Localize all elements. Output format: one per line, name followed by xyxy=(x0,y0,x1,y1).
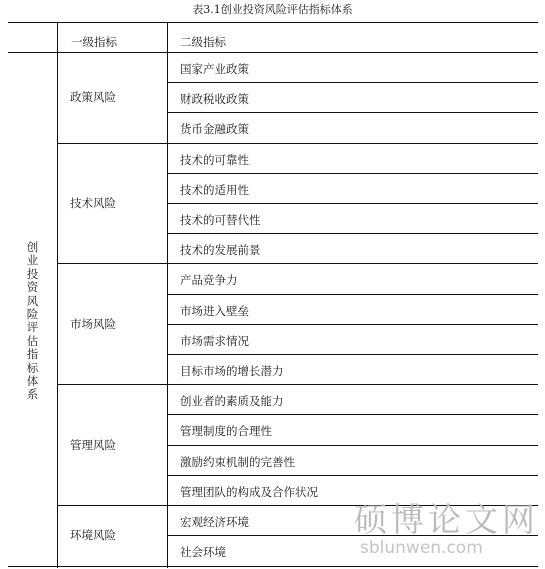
overall-char: 指 xyxy=(26,347,39,362)
level2-indicator: 创业者的素质及能力 xyxy=(180,394,284,409)
group-divider xyxy=(57,384,538,385)
level1-indicator: 管理风险 xyxy=(70,437,116,452)
level2-indicator: 目标市场的增长潜力 xyxy=(180,364,284,378)
overall-char: 系 xyxy=(26,387,39,402)
item-divider xyxy=(167,354,538,355)
item-divider xyxy=(167,203,538,204)
watermark-url: sblunwen.com xyxy=(360,538,483,558)
overall-char: 估 xyxy=(26,333,39,348)
level2-indicator: 技术的发展前景 xyxy=(180,243,261,258)
level1-indicator: 政策风险 xyxy=(70,90,116,105)
level2-indicator: 市场需求情况 xyxy=(180,333,249,348)
level2-indicator: 激励约束机制的完善性 xyxy=(180,454,295,469)
overall-char: 资 xyxy=(26,280,39,295)
level2-indicator: 货币金融政策 xyxy=(180,122,249,137)
overall-char: 标 xyxy=(26,360,39,375)
col-divider-2 xyxy=(167,23,168,568)
overall-char: 创 xyxy=(26,240,39,254)
header-level1: 一级指标 xyxy=(71,35,117,49)
item-divider xyxy=(167,414,538,415)
level2-indicator: 产品竞争力 xyxy=(180,273,238,288)
header-level2: 二级指标 xyxy=(180,35,226,49)
item-divider xyxy=(167,294,538,295)
overall-char: 险 xyxy=(26,307,39,322)
level2-indicator: 国家产业政策 xyxy=(180,62,249,76)
watermark-chinese: 硕博论文网 xyxy=(354,500,539,539)
level2-indicator: 市场进入壁垒 xyxy=(180,303,249,318)
group-divider xyxy=(57,263,538,264)
overall-char: 评 xyxy=(26,320,39,335)
col-divider-1 xyxy=(57,23,58,568)
watermark xyxy=(352,494,542,566)
item-divider xyxy=(167,475,538,476)
header-divider xyxy=(8,52,538,53)
overall-char: 体 xyxy=(26,374,39,389)
item-divider xyxy=(167,233,538,234)
overall-indicator-label xyxy=(8,241,57,402)
table-caption: 表3.1创业投资风险评估指标体系 xyxy=(192,3,353,16)
item-divider xyxy=(167,324,538,325)
level2-indicator: 管理团队的构成及合作状况 xyxy=(180,484,318,499)
level2-indicator: 管理制度的合理性 xyxy=(180,424,272,439)
item-divider xyxy=(167,445,538,446)
item-divider xyxy=(167,173,538,174)
level2-indicator: 技术的适用性 xyxy=(180,182,249,197)
group-divider xyxy=(57,143,538,144)
level2-indicator: 宏观经济环境 xyxy=(180,515,249,529)
risk-index-table xyxy=(8,22,538,567)
level1-indicator: 市场风险 xyxy=(70,316,116,331)
overall-char: 风 xyxy=(26,293,39,308)
level2-indicator: 技术的可靠性 xyxy=(180,152,249,167)
item-divider xyxy=(167,82,538,83)
overall-char: 业 xyxy=(26,253,39,268)
level1-indicator: 技术风险 xyxy=(70,196,116,210)
level2-indicator: 财政税收政策 xyxy=(180,92,249,107)
level2-indicator: 技术的可替代性 xyxy=(180,213,261,227)
overall-char: 投 xyxy=(26,266,39,281)
item-divider xyxy=(167,112,538,113)
level1-indicator: 环境风险 xyxy=(70,528,116,543)
level2-indicator: 社会环境 xyxy=(180,545,226,560)
